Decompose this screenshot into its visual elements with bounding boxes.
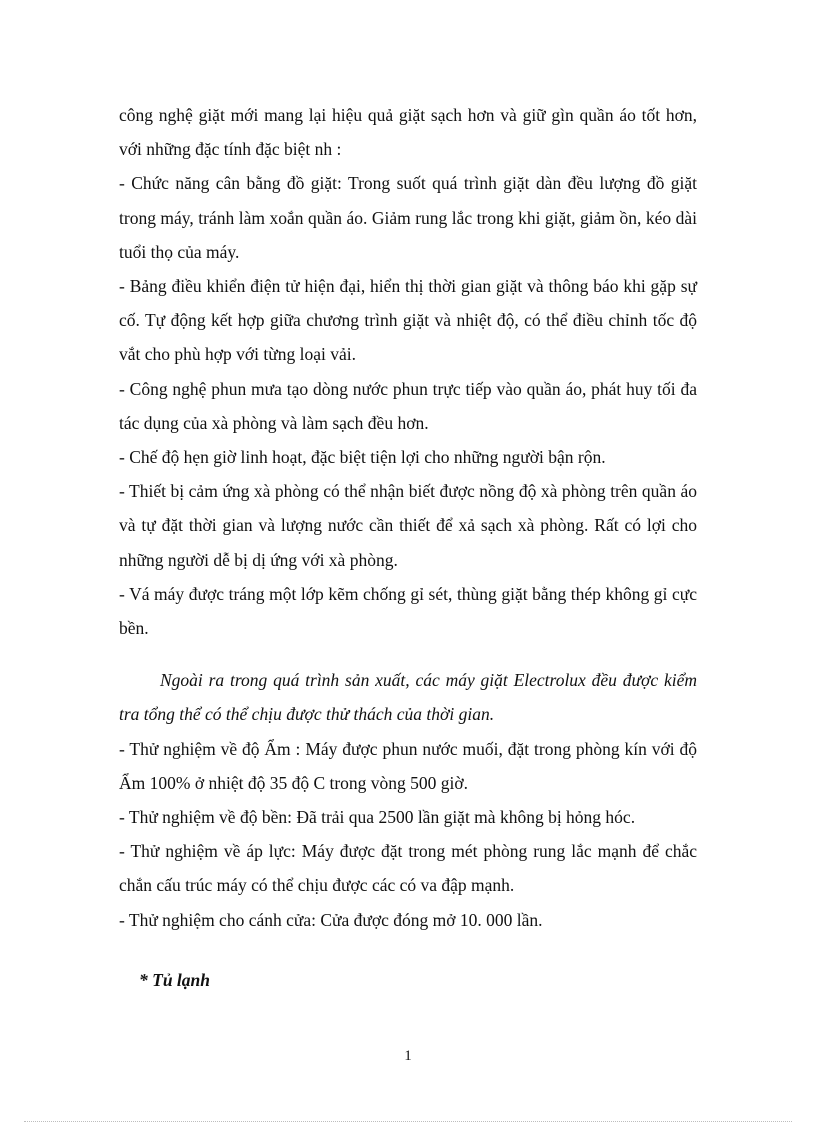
bullet-timer: - Chế độ hẹn giờ linh hoạt, đặc biệt tiện lợi cho những người bận rộn. xyxy=(119,447,606,468)
bullet-pressure-test: - Thử nghiệm về áp lực: Máy được đặt trong mét phòng rung lắc mạnh để chắc chắn cấu trúc máy có thể chịu được các có va đập mạnh. xyxy=(119,841,697,896)
paragraph-testing-intro: Ngoài ra trong quá trình sản xuất, các máy giặt Electrolux đều được kiểm tra tổng thể có thể chịu được thử thách của thời gian. xyxy=(119,670,697,725)
page-bottom-divider xyxy=(24,1121,792,1122)
paragraph-intro: công nghệ giặt mới mang lại hiệu quả giặt sạch hơn và giữ gìn quần áo tốt hơn, với những đặc tính đặc biệt nh : xyxy=(119,105,697,160)
document-body xyxy=(119,98,697,997)
heading-spacer xyxy=(119,937,697,963)
bullet-zinc-coating: - Vá máy được tráng một lớp kẽm chống gỉ sét, thùng giặt bằng thép không gỉ cực bền. xyxy=(119,583,697,639)
bullet-spray-technology: - Công nghệ phun mưa tạo dòng nước phun trực tiếp vào quần áo, phát huy tối đa tác dụng của xà phòng và làm sạch đều hơn. xyxy=(119,378,697,433)
bullet-soap-sensor: - Thiết bị cảm ứng xà phòng có thể nhận biết được nồng độ xà phòng trên quần áo và tự đặt thời gian và lượng nước cần thiết để xả sạch xà phòng. Rất có lợi cho những người dễ bị dị ứng với xà phòng. xyxy=(119,481,697,570)
bullet-humidity-test: - Thử nghiệm về độ Ẩm : Máy được phun nước muối, đặt trong phòng kín với độ Ẩm 100% ở nhiệt độ 35 độ C trong vòng 500 giờ. xyxy=(119,738,697,793)
bullet-door-test: - Thử nghiệm cho cánh cửa: Cửa được đóng mở 10. 000 lần. xyxy=(119,909,543,930)
section-heading-refrigerator: * Tủ lạnh xyxy=(139,969,210,990)
bullet-control-panel: - Bảng điều khiển điện tử hiện đại, hiển thị thời gian giặt và thông báo khi gặp sự cố. Tự động kết hợp giữa chương trình giặt và nhiệt độ, có thể điều chỉnh tốc độ vắt cho phù hợp với từng loại vải. xyxy=(119,276,697,365)
page-number: 1 xyxy=(404,1048,412,1064)
bullet-durability-test: - Thử nghiệm về độ bền: Đã trải qua 2500 lần giặt mà không bị hỏng hóc. xyxy=(119,807,636,828)
bullet-balance-function: - Chức năng cân bằng đồ giặt: Trong suốt quá trình giặt dàn đều lượng đồ giặt trong máy, tránh làm xoắn quần áo. Giảm rung lắc trong khi giặt, giảm ồn, kéo dài tuổi thọ của máy. xyxy=(119,173,697,262)
